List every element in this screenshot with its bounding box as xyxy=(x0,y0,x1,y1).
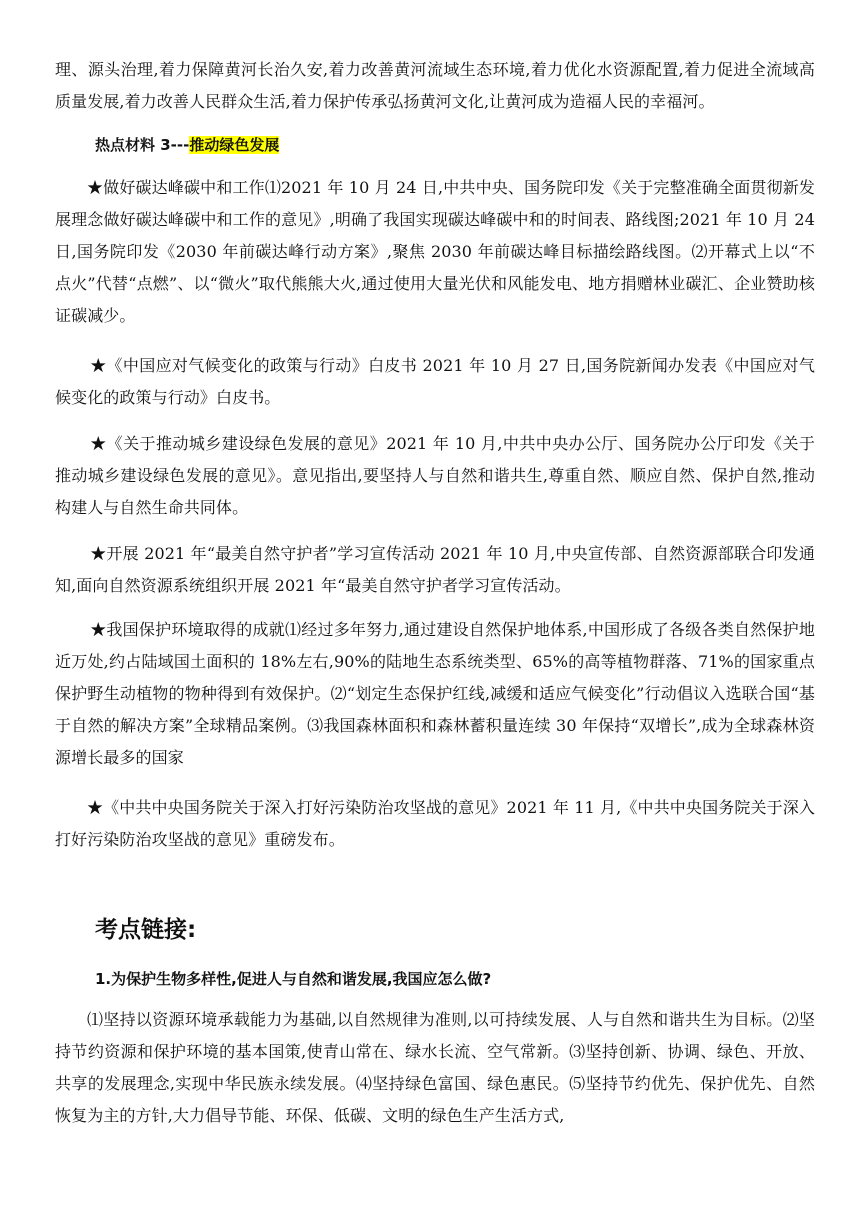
question-title: 1.为保护生物多样性,促进人与自然和谐发展,我国应怎么做? xyxy=(95,970,492,988)
item-pollution-prevention: ★《中共中央国务院关于深入打好污染防治攻坚战的意见》2021 年 11 月,《中共中央国务院关于深入打好污染防治攻坚战的意见》重磅发布。 xyxy=(55,798,815,849)
answer-paragraph: ⑴坚持以资源环境承载能力为基础,以自然规律为准则,以可持续发展、人与自然和谐共生为目标。⑵坚持节约资源和保护环境的基本国策,使青山常在、绿水长流、空气常新。⑶坚持创新、协调、绿色、开放、共享的发展理念,实现中华民族永续发展。⑷坚持绿色富国、绿色惠民。⑸坚持节约优先、保护优先、自然恢复为主的方针,大力倡导节能、环保、低碳、文明的绿色生产生活方式, xyxy=(55,1010,815,1125)
section-title: 考点链接: xyxy=(95,917,197,943)
item-environment-achievements: ★我国保护环境取得的成就⑴经过多年努力,通过建设自然保护地体系,中国形成了各级各类自然保护地近万处,约占陆域国土面积的 18%左右,90%的陆地生态系统类型、65%的高等植物群落、71%的国家重点保护野生动植物的物种得到有效保护。⑵“划定生态保护红线,减缓和适应气候变化”行动倡议入选联合国“基于自然的解决方案”全球精品案例。⑶我国森林面积和森林蓄积量连续 30 年保持“双增长”,成为全球森林资源增长最多的国家 xyxy=(55,620,815,767)
item-nature-guardian: ★开展 2021 年“最美自然守护者”学习宣传活动 2021 年 10 月,中央宣传部、自然资源部联合印发通知,面向自然资源系统组织开展 2021 年“最美自然守护者学习宣传活动。 xyxy=(55,544,815,595)
hot-material-heading xyxy=(95,130,279,160)
item-urban-rural-green: ★《关于推动城乡建设绿色发展的意见》2021 年 10 月,中共中央办公厅、国务院办公厅印发《关于推动城乡建设绿色发展的意见》。意见指出,要坚持人与自然和谐共生,尊重自然、顺应自然、保护自然,推动构建人与自然生命共同体。 xyxy=(55,434,815,517)
hot-material-topic: 推动绿色发展 xyxy=(189,136,280,154)
item-climate-whitepaper: ★《中国应对气候变化的政策与行动》白皮书 2021 年 10 月 27 日,国务院新闻办发表《中国应对气候变化的政策与行动》白皮书。 xyxy=(55,356,815,407)
hot-material-label: 热点材料 3--- xyxy=(95,136,190,154)
item-carbon-peak: ★做好碳达峰碳中和工作⑴2021 年 10 月 24 日,中共中央、国务院印发《关于完整准确全面贯彻新发展理念做好碳达峰碳中和工作的意见》,明确了我国实现碳达峰碳中和的时间表、路线图;2021 年 10 月 24 日,国务院印发《2030 年前碳达峰行动方案》,聚焦 2030 年前碳达峰目标描绘路线图。⑵开幕式上以“不点火”代替“点燃”、以“微火”取代熊熊大火,通过使用大量光伏和风能发电、地方捐赠林业碳汇、企业赞助核证碳减少。 xyxy=(55,178,815,325)
intro-paragraph: 理、源头治理,着力保障黄河长治久安,着力改善黄河流域生态环境,着力优化水资源配置,着力促进全流域高质量发展,着力改善人民群众生活,着力保护传承弘扬黄河文化,让黄河成为造福人民的幸福河。 xyxy=(55,60,815,111)
